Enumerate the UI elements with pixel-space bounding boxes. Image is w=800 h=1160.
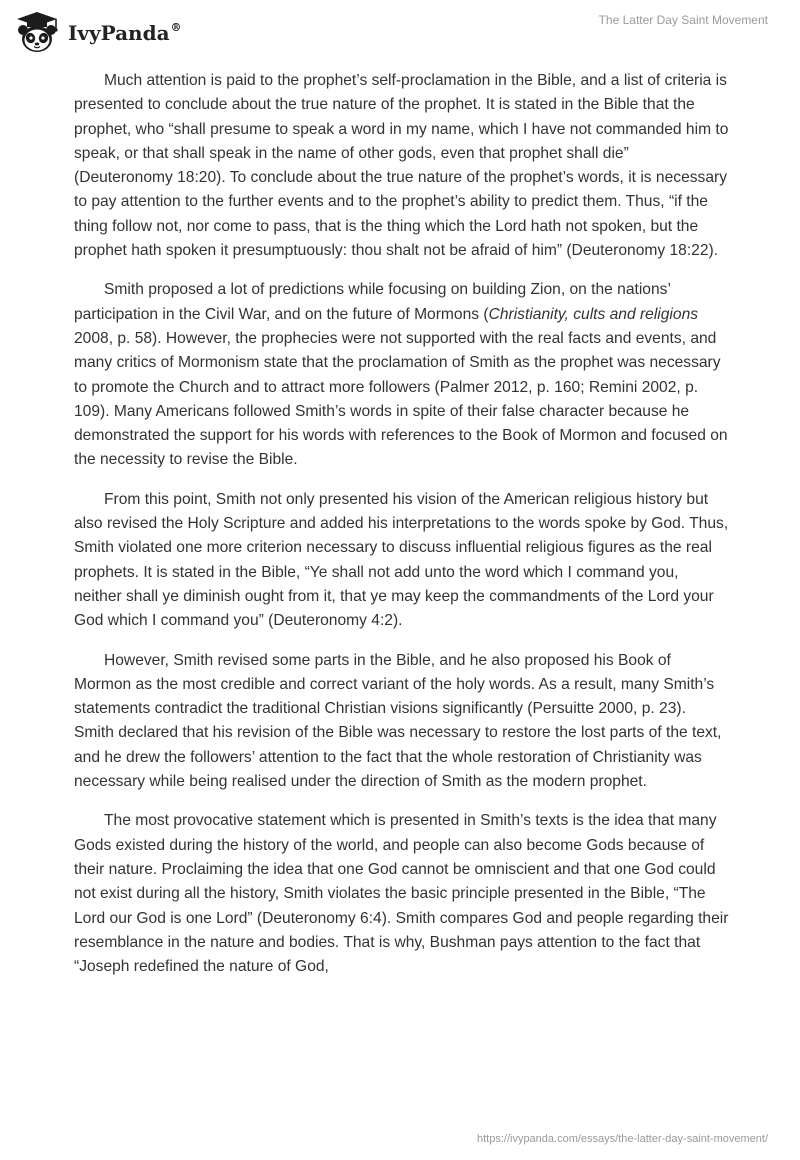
paragraph-5: The most provocative statement which is presented in Smith’s texts is the idea that many Gods existed during the history of the world, and people can also become Gods because of their nature. Proclaiming the idea that one God cannot be omniscient and that one God could not exist during all the history, Smith violates the basic principle presented in the Bible, “The Lord our God is one Lord” (Deuteronomy 6:4). Smith compares God and people regarding their resemblance in the nature and bodies. That is why, Bushman pays attention to the fact that “Joseph redefined the nature of God, — [74, 812, 729, 976]
brand-logo[interactable] — [13, 9, 203, 55]
document-title: The Latter Day Saint Movement — [598, 13, 768, 27]
paragraph-2-text-start: Smith proposed a lot of predictions while focusing on building Zion, on the nations’ participation in the Civil War, and on the future of Mormons ( — [74, 281, 671, 323]
essay-body — [74, 69, 730, 994]
registered-mark: ® — [170, 21, 182, 34]
paragraph-3: From this point, Smith not only presented his vision of the American religious history but also revised the Holy Scripture and added his interpretations to the words spoke by God. Thus, Smith violated one more criterion necessary to discuss influential religious figures as the real prophets. It is stated in the Bible, “Ye shall not add unto the word which I command you, neither shall ye diminish ought from it, that ye may keep the commandments of the Lord your God which I command you” (Deuteronomy 4:2). — [74, 490, 729, 630]
source-url[interactable]: https://ivypanda.com/essays/the-latter-day-saint-movement/ — [476, 1133, 768, 1145]
brand-name: IvyPanda® — [68, 21, 182, 45]
cited-title: Christianity, cults and religions — [488, 305, 699, 323]
paragraph-4: However, Smith revised some parts in the Bible, and he also proposed his Book of Mormon as the most credible and correct variant of the holy words. As a result, many Smith’s statements contradict the traditional Christian visions significantly (Persuitte 2000, p. 23). Smith declared that his revision of the Bible was necessary to restore the lost parts of the text, and he drew the followers’ attention to the fact that the whole restoration of Christianity was necessary while being realised under the direction of Smith as the modern prophet. — [74, 651, 722, 791]
page-header — [0, 0, 800, 64]
paragraph-2 — [74, 278, 730, 472]
panda-graduate-icon — [13, 9, 61, 55]
paragraph-1: Much attention is paid to the prophet’s self-proclamation in the Bible, and a list of criteria is presented to conclude about the true nature of the prophet. It is stated in the Bible that the prophet, who “shall presume to speak a word in my name, which I have not commanded him to speak, or that shall speak in the name of other gods, even that prophet shall die” (Deuteronomy 18:20). To conclude about the true nature of the prophet’s words, it is necessary to pay attention to the further events and to the prophet’s ability to predict them. Thus, “if the thing follow not, nor come to pass, that is the thing which the Lord hath not spoken, but the prophet hath spoken it presumptuously: thou shalt not be afraid of him” (Deuteronomy 18:22). — [74, 72, 729, 260]
paragraph-2-text-end: 2008, p. 58). However, the prophecies were not supported with the real facts and events, and many critics of Mormonism state that the proclamation of Smith as the prophet was necessary to promote the Church and to attract more followers (Palmer 2012, p. 160; Remini 2002, p. 109). Many Americans followed Smith’s words in spite of their false character because he demonstrated the support for his words with references to the Book of Mormon and focused on the necessity to revise the Bible. — [74, 329, 728, 469]
